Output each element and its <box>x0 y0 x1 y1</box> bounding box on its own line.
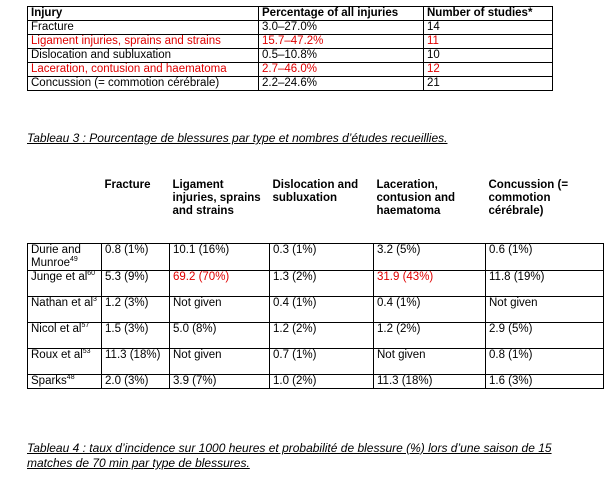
dislocation-cell: 0.7 (1%) <box>270 349 374 375</box>
percentage-cell: 2.2–24.6% <box>259 77 424 91</box>
injury-percentage-table <box>27 6 553 91</box>
table-header-row <box>28 177 604 244</box>
fracture-cell: 11.3 (18%) <box>102 349 170 375</box>
fracture-cell: 1.5 (3%) <box>102 323 170 349</box>
reference-number: 3 <box>93 296 97 304</box>
percentage-cell: 0.5–10.8% <box>259 49 424 63</box>
header-laceration: Laceration, contusion and haematoma <box>374 177 486 244</box>
laceration-cell: 11.3 (18%) <box>374 375 486 389</box>
study-name: Durie and Munroe <box>31 244 81 269</box>
studies-cell: 12 <box>424 63 553 77</box>
percentage-cell: 2.7–46.0% <box>259 63 424 77</box>
study-name: Sparks <box>31 375 67 387</box>
laceration-cell: 3.2 (5%) <box>374 244 486 271</box>
ligament-cell: Not given <box>170 297 270 323</box>
laceration-cell: Not given <box>374 349 486 375</box>
dislocation-cell: 0.4 (1%) <box>270 297 374 323</box>
laceration-cell: 0.4 (1%) <box>374 297 486 323</box>
fracture-cell: 5.3 (9%) <box>102 271 170 297</box>
fracture-cell: 1.2 (3%) <box>102 297 170 323</box>
table-caption-3: Tableau 3 : Pourcentage de blessures par type et nombres d’études recueillies. <box>27 131 448 145</box>
header-ligament: Ligament injuries, sprains and strains <box>170 177 270 244</box>
table-row <box>28 375 604 389</box>
table-row <box>28 323 604 349</box>
concussion-cell: 2.9 (5%) <box>486 323 604 349</box>
injury-cell: Dislocation and subluxation <box>28 49 259 63</box>
injury-cell: Ligament injuries, sprains and strains <box>28 35 259 49</box>
ligament-cell: 5.0 (8%) <box>170 323 270 349</box>
header-study <box>28 177 102 244</box>
percentage-cell: 3.0–27.0% <box>259 21 424 35</box>
header-studies: Number of studies* <box>424 7 553 21</box>
reference-number: 57 <box>81 322 90 330</box>
table-row <box>28 271 604 297</box>
table-row <box>28 21 553 35</box>
studies-cell: 11 <box>424 35 553 49</box>
study-cell <box>28 271 102 297</box>
fracture-cell: 0.8 (1%) <box>102 244 170 271</box>
study-cell <box>28 349 102 375</box>
concussion-cell: 0.8 (1%) <box>486 349 604 375</box>
header-concussion: Concussion (= commotion cérébrale) <box>486 177 604 244</box>
laceration-cell: 1.2 (2%) <box>374 323 486 349</box>
table-row <box>28 297 604 323</box>
study-cell <box>28 323 102 349</box>
dislocation-cell: 1.3 (2%) <box>270 271 374 297</box>
header-percentage: Percentage of all injuries <box>259 7 424 21</box>
table-row <box>28 63 553 77</box>
laceration-cell: 31.9 (43%) <box>374 271 486 297</box>
injury-cell: Fracture <box>28 21 259 35</box>
study-name: Junge et al <box>31 271 88 283</box>
injury-cell: Concussion (= commotion cérébrale) <box>28 77 259 91</box>
ligament-cell: 69.2 (70%) <box>170 271 270 297</box>
dislocation-cell: 1.0 (2%) <box>270 375 374 389</box>
incidence-table <box>27 177 604 389</box>
table-row <box>28 244 604 271</box>
study-name: Nathan et al <box>31 297 94 309</box>
study-cell <box>28 297 102 323</box>
reference-number: 49 <box>70 256 78 264</box>
dislocation-cell: 1.2 (2%) <box>270 323 374 349</box>
concussion-cell: 11.8 (19%) <box>486 271 604 297</box>
fracture-cell: 2.0 (3%) <box>102 375 170 389</box>
table-row <box>28 49 553 63</box>
study-cell <box>28 244 102 271</box>
injury-cell: Laceration, contusion and haematoma <box>28 63 259 77</box>
reference-number: 53 <box>82 348 91 356</box>
header-injury: Injury <box>28 7 259 21</box>
ligament-cell: Not given <box>170 349 270 375</box>
reference-number: 48 <box>66 374 75 382</box>
dislocation-cell: 0.3 (1%) <box>270 244 374 271</box>
studies-cell: 14 <box>424 21 553 35</box>
studies-cell: 21 <box>424 77 553 91</box>
header-fracture: Fracture <box>102 177 170 244</box>
ligament-cell: 10.1 (16%) <box>170 244 270 271</box>
concussion-cell: 1.6 (3%) <box>486 375 604 389</box>
concussion-cell: Not given <box>486 297 604 323</box>
ligament-cell: 3.9 (7%) <box>170 375 270 389</box>
study-cell <box>28 375 102 389</box>
studies-cell: 10 <box>424 49 553 63</box>
table-caption-4: Tableau 4 : taux d’incidence sur 1000 heures et probabilité de blessure (%) lors d’une saison de 15 matches de 70 min par type de blessures. <box>27 441 552 470</box>
study-name: Roux et al <box>31 349 83 361</box>
header-dislocation: Dislocation and subluxation <box>270 177 374 244</box>
reference-number: 60 <box>87 270 96 278</box>
percentage-cell: 15.7–47.2% <box>259 35 424 49</box>
table-row <box>28 349 604 375</box>
concussion-cell: 0.6 (1%) <box>486 244 604 271</box>
table-row <box>28 35 553 49</box>
study-name: Nicol et al <box>31 323 82 335</box>
table-header-row <box>28 7 553 21</box>
table-row <box>28 77 553 91</box>
